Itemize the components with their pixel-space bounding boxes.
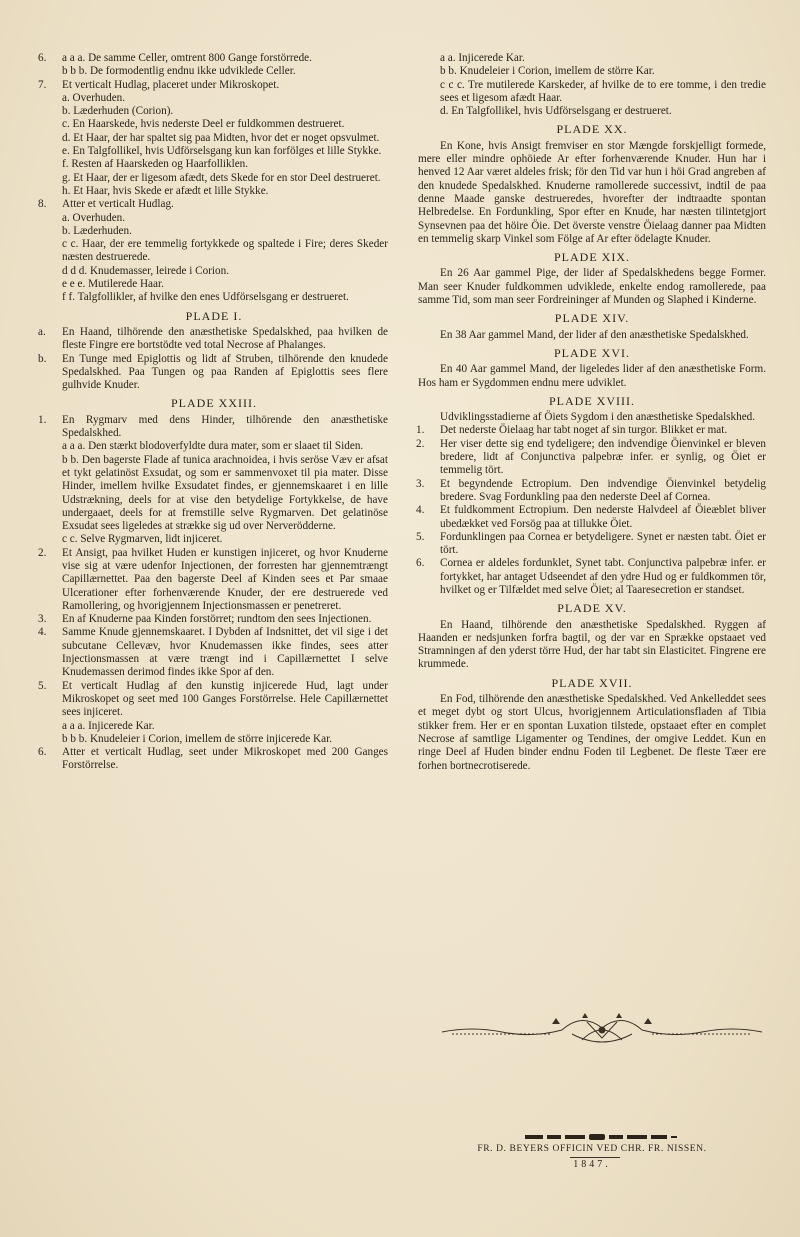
plate-heading: PLADE XV. (557, 601, 627, 616)
plate-heading: PLADE I. (185, 308, 243, 323)
plate-heading: PLADE XVIII. (549, 393, 635, 408)
right-entry (418, 424, 766, 437)
right-entry (418, 557, 766, 597)
entry-number: 1. (416, 424, 425, 437)
entry-number: b. (38, 352, 47, 365)
left-sub-item: e. En Talgfollikel, hvis Udförselsgang kun kan forfölges et lille Stykke. (62, 145, 382, 158)
entry-text: En af Knuderne paa Kinden forstörret; rundtom den sees Injectionen. (62, 613, 372, 626)
entry-number: 4. (38, 626, 47, 639)
entry-number: 6. (416, 557, 425, 570)
plate-heading: PLADE XVI. (554, 345, 630, 360)
printer-ornament-bar (525, 1133, 680, 1141)
entry-number: 4. (416, 504, 425, 517)
left-sub-item: a. Overhuden. (62, 211, 126, 224)
left-sub-item: a. Overhuden. (62, 91, 126, 104)
left-sub-item: d. Et Haar, der har spaltet sig paa Midten, hvor det er noget opsvulmet. (62, 131, 380, 144)
left-sub-item: e e e. Mutilerede Haar. (62, 278, 164, 291)
entry-number: 3. (38, 613, 47, 626)
left-sub-item: g. Et Haar, der er ligesom afædt, dets Skede for en stor Deel destrueret. (62, 171, 381, 184)
right-paragraph: En Haand, tilhörende den anæsthetiske Spedalskhed. Ryggen af Haanden er nedsjunken forfra bagtil, og der var en Sprække opstaaet ved Stramningen af den yderst törre Hud, der har tabt sin Elasticitet. Fingrene ere krummede. (418, 618, 766, 671)
right-column (418, 52, 766, 773)
entry-number: 7. (38, 78, 47, 91)
entry-text: Et verticalt Hudlag af den kunstig injicerede Hud, lagt under Mikroskopet og seet med 100 Ganges Forstörrelse. Hele Capillærnettet sees injiceret. (62, 679, 388, 719)
left-sub-item: c c. Selve Rygmarven, lidt injiceret. (62, 533, 223, 546)
left-entry (40, 626, 388, 679)
entry-number: 8. (38, 198, 47, 211)
entry-number: a. (38, 325, 46, 338)
left-entry (40, 746, 388, 773)
entry-text: Cornea er aldeles fordunklet, Synet tabt. Conjunctiva palpebræ infer. er fortykket, har antaget Udseendet af den ydre Hud og er fuldkommen tör, hvilket og er Tilfældet med selve Öiet; al Taaresecretion er standset. (440, 557, 766, 596)
entry-text: Her viser dette sig end tydeligere; den indvendige Öienvinkel er bleven bredere, lidt af Conjunctiva palpebræ infer. er synlig, og Öiet er temmelig tört. (440, 437, 766, 477)
left-column (40, 52, 388, 773)
imprint-rule (570, 1157, 620, 1158)
left-entry (40, 680, 388, 720)
entry-text: Samme Knude gjennemskaaret. I Dybden af Indsnittet, det vil sige i det subcutane Cellevæv, hvor Knudemassen ikke findes, sees atter Injectionsmassen at være trængt ind i Capillærnettet I selve Knudemassen derimod findes ikke Spor af den. (62, 626, 388, 679)
right-paragraph: En 40 Aar gammel Mand, der ligeledes lider af den anæsthetiske Form. Hos ham er Sygdommen endnu mere udviklet. (418, 363, 766, 389)
entry-text: Et begyndende Ectropium. Den indvendige Öienvinkel betydelig bredere. Svag Fordunkling paa den nederste Deel af Cornea. (440, 477, 766, 503)
right-paragraph: En Fod, tilhörende den anæsthetiske Spedalskhed. Ved Ankelleddet sees et meget dybt og stort Ulcus, hvorigjennem Articulationsfladen af Tibia stikker frem. Her er en spontan Luxation tilstede, opstaaet efter en complet Necrose af samtlige Ligamenter og Tendines, der omgive Leddet. Kun en ringe Deel af Huden binder endnu Foden til Legbenet. De fleste Tæer ere forhen bortnecrotiserede. (418, 693, 766, 772)
right-sub-item: d. En Talgfollikel, hvis Udförselsgang er destrueret. (440, 105, 672, 118)
entry-text: En Rygmarv med dens Hinder, tilhörende den anæsthetiske Spedalskhed. (62, 413, 388, 440)
entry-number: 2. (416, 437, 425, 450)
decorative-vignette (432, 1010, 772, 1050)
left-sub-item: a a a. Injicerede Kar. (62, 719, 155, 732)
entry-text: En Tunge med Epiglottis og lidt af Struben, tilhörende den knudede Spedalskhed. Paa Tungen og paa Randen af Epiglottis sees flere gulhvide Knuder. (62, 352, 388, 392)
right-paragraph: En Kone, hvis Ansigt fremviser en stor Mængde forskjelligt formede, mere eller mindre ophöiede Ar efter forhenværende Knuder. Hun har i henved 12 Aar været aldeles frisk; för den Tid var hun i höi Grad angreben af den knudede Spedalskhed. Knuderne ramollerede successivt, indtil de paa denne Maade ganske destrueredes, hvorefter der indtraadte spontan Helbredelse. En Fordunkling, Spor efter en Knude, har næsten tilintetgjort Synsevnen paa det höire Öie. Det överste venstre Öielaag danner paa Midten en temmelig skarp Vinkel som Fölge af Ar efter ödelagte Knuder. (418, 139, 766, 245)
left-sub-item: b b b. Knudeleier i Corion, imellem de större injicerede Kar. (62, 732, 332, 745)
left-sub-item: c c. Haar, der ere temmelig fortykkede og spaltede i Fire; deres Skeder næsten destruerede. (62, 238, 388, 264)
right-paragraph: En 38 Aar gammel Mand, der lider af den anæsthetiske Spedalskhed. (440, 328, 749, 341)
plate-heading: PLADE XIV. (554, 311, 630, 326)
left-sub-item: a a a. Den stærkt blodoverfyldte dura mater, som er slaaet til Siden. (62, 440, 364, 453)
entry-text: Det nederste Öielaag har tabt noget af sin turgor. Blikket er mat. (440, 424, 728, 437)
entry-number: 6. (38, 52, 47, 64)
right-sub-item: a a. Injicerede Kar. (440, 52, 525, 64)
left-entry (40, 547, 388, 613)
left-entry (40, 353, 388, 393)
entry-text: En Haand, tilhörende den anæsthetiske Spedalskhed, paa hvilken de fleste Fingre ere bortstödte ved total Necrose af Phalanges. (62, 325, 388, 352)
entry-text: Atter et verticalt Hudlag, seet under Mikroskopet med 200 Ganges Forstörrelse. (62, 746, 388, 772)
left-entry (40, 79, 388, 92)
left-sub-item: b b. Den bagerste Flade af tunica arachnoidea, i hvis seröse Væv er afsat et tykt gelatinöst Exsudat, og som er sammenvoxet til pia mater. Disse Hinder, imellem hvilke Exsudatet findes, er gjennemskaaret i en lille Udstrækning, deels for at vise den betydelige Fortykkelse, de have undergaaet, deels for at fremstille selve Rygmarven. Det gelatinöse Exsudat sees ligeledes at strække sig ud over Nerverödderne. (62, 453, 388, 533)
right-entry (418, 478, 766, 505)
right-paragraph: Udviklingsstadierne af Öiets Sygdom i den anæsthetiske Spedalskhed. (440, 411, 756, 424)
right-entry (418, 531, 766, 558)
left-entry (40, 326, 388, 353)
left-sub-item: h. Et Haar, hvis Skede er afædt et lille Stykke. (62, 184, 269, 197)
entry-text: Atter et verticalt Hudlag. (62, 198, 174, 211)
plate-heading: PLADE XXIII. (171, 396, 257, 411)
plate-heading: PLADE XVII. (551, 675, 633, 690)
entry-number: 1. (38, 413, 47, 426)
entry-text: Et Ansigt, paa hvilket Huden er kunstigen injiceret, og hvor Knuderne vise sig at være udenfor Injectionen, der forresten har gjennemtrængt Capillærnettet. Paa den bagerste Deel af Kinden sees et Par smaae Ulcerationer efter forhenværende Knuder, der ere destruerede ved Ramollering, og hvorigjennem Injectionsmassen er penetreret. (62, 546, 388, 612)
entry-text: Et fuldkomment Ectropium. Den nederste Halvdeel af Öieæblet bliver ubedækket ved Forsög paa at tillukke Öiet. (440, 504, 766, 530)
entry-text: a a a. De samme Celler, omtrent 800 Gange forstörrede. (62, 52, 312, 64)
right-entry (418, 504, 766, 531)
left-sub-item: b. Læderhuden. (62, 224, 132, 237)
plate-heading: PLADE XX. (556, 122, 628, 137)
right-sub-item: b b. Knudeleier i Corion, imellem de större Kar. (440, 65, 655, 78)
left-sub-item: f f. Talgfollikler, af hvilke den enes Udförselsgang er destrueret. (62, 291, 349, 304)
left-sub-item: d d d. Knudemasser, leirede i Corion. (62, 264, 230, 277)
left-sub-item: b b b. De formodentlig endnu ikke udviklede Celler. (62, 65, 296, 78)
left-sub-item: f. Resten af Haarskeden og Haarfolliklen. (62, 158, 249, 171)
printer-imprint: FR. D. BEYERS OFFICIN VED CHR. FR. NISSEN. (477, 1144, 707, 1154)
right-entry (418, 438, 766, 478)
left-entry (40, 613, 388, 626)
left-entry (40, 414, 388, 441)
entry-number: 5. (38, 679, 47, 692)
left-entry (40, 52, 388, 65)
entry-text: Fordunklingen paa Cornea er betydeligere. Synet er næsten tabt. Öiet er tört. (440, 530, 766, 557)
right-sub-item: c c c. Tre mutilerede Karskeder, af hvilke de to ere tomme, i den tredie sees et ligesom afædt Haar. (440, 78, 766, 104)
entry-number: 6. (38, 746, 47, 759)
left-sub-item: c. En Haarskede, hvis nederste Deel er fuldkommen destrueret. (62, 118, 345, 131)
entry-number: 5. (416, 530, 425, 543)
entry-text: Et verticalt Hudlag, placeret under Mikroskopet. (62, 78, 280, 91)
right-paragraph: En 26 Aar gammel Pige, der lider af Spedalskhedens begge Former. Man seer Knuder fuldkommen udviklede, enkelte endog ramollerede, paa samme Tid, som man seer Fordreininger af Munden og Slaphed i Kinderne. (418, 267, 766, 307)
publication-year: 1847. (573, 1159, 611, 1170)
entry-number: 3. (416, 477, 425, 490)
entry-number: 2. (38, 546, 47, 559)
left-entry (40, 198, 388, 211)
plate-heading: PLADE XIX. (554, 250, 630, 265)
left-sub-item: b. Læderhuden (Corion). (62, 105, 174, 118)
